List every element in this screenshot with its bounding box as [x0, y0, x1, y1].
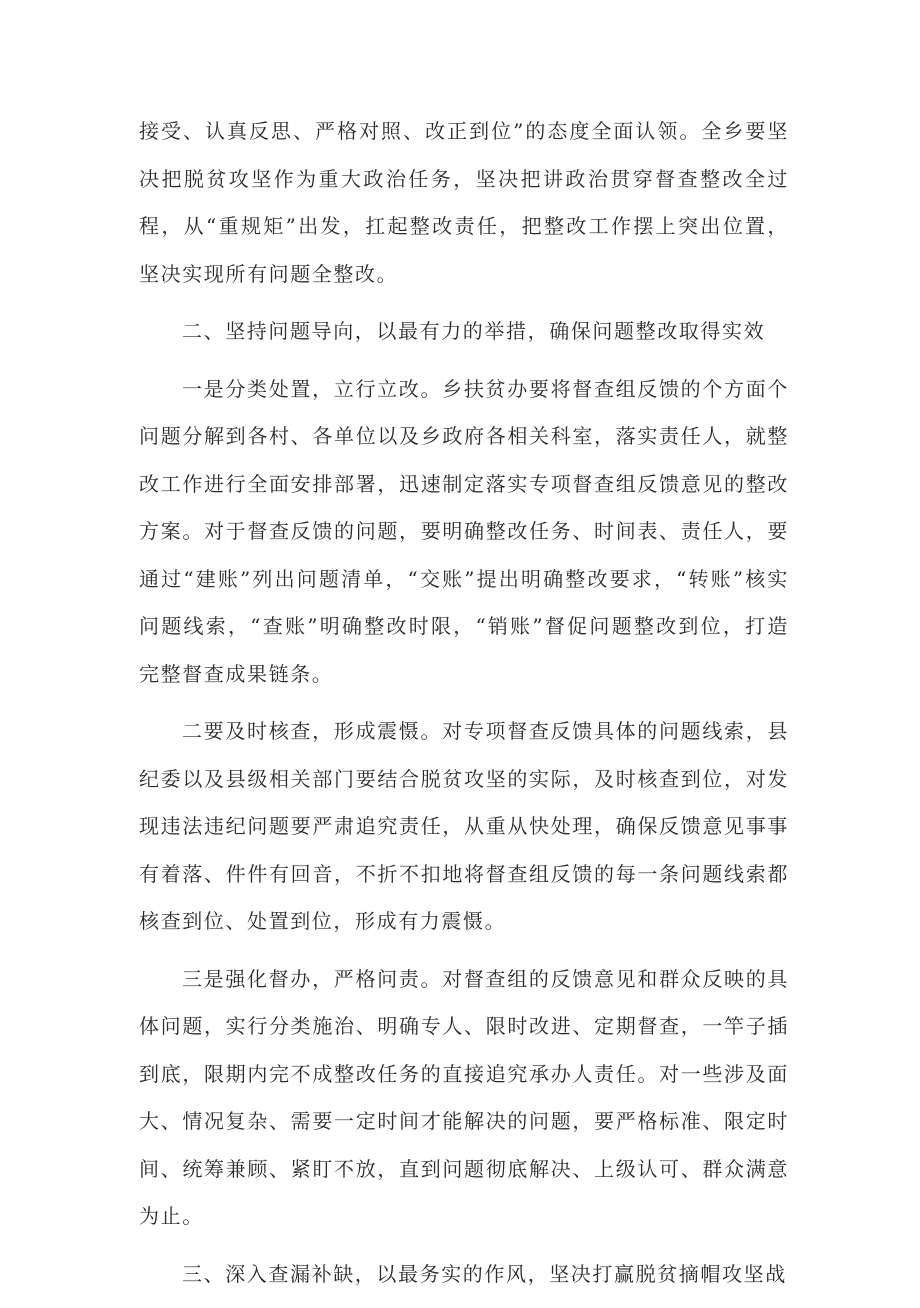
paragraph-item-1: 一是分类处置，立行立改。乡扶贫办要将督查组反馈的个方面个问题分解到各村、各单位以及乡政府各相关科室，落实责任人，就整改工作进行全面安排部署，迅速制定落实专项督查组反馈意见的整改方案。对于督查反馈的问题，要明确整改任务、时间表、责任人，要通过“建账”列出问题清单，“交账”提出明确整改要求，“转账”核实问题线索，“查账”明确整改时限，“销账”督促问题整改到位，打造完整督查成果链条。: [139, 376, 789, 686]
document-body: [139, 108, 789, 1308]
section-heading-2: 二、坚持问题导向，以最有力的举措，确保问题整改取得实效: [182, 319, 766, 343]
section-heading-3: 三、深入查漏补缺，以最务实的作风，坚决打赢脱贫摘帽攻坚战: [182, 1261, 787, 1286]
paragraph-item-3: 三是强化督办，严格问责。对督查组的反馈意见和群众反映的具体问题，实行分类施治、明确专人、限时改进、定期督查，一竿子插到底，限期内完不成整改任务的直接追究承办人责任。对一些涉及面大、情况复杂、需要一定时间才能解决的问题，要严格标准、限定时间、统筹兼顾、紧盯不放，直到问题彻底解决、上级认可、群众满意为止。: [139, 966, 789, 1228]
paragraph-opening-continuation: 接受、认真反思、严格对照、改正到位”的态度全面认领。全乡要坚决把脱贫攻坚作为重大政治任务，坚决把讲政治贯穿督查整改全过程，从“重规矩”出发，扛起整改责任，把整改工作摆上突出位置，坚决实现所有问题全整改。: [139, 119, 789, 286]
paragraph-item-2: 二要及时核查，形成震慑。对专项督查反馈具体的问题线索，县纪委以及县级相关部门要结合脱贫攻坚的实际，及时核查到位，对发现违法违纪问题要严肃追究责任，从重从快处理，确保反馈意见事事有着落、件件有回音，不折不扣地将督查组反馈的每一条问题线索都核查到位、处置到位，形成有力震慑。: [139, 719, 789, 933]
